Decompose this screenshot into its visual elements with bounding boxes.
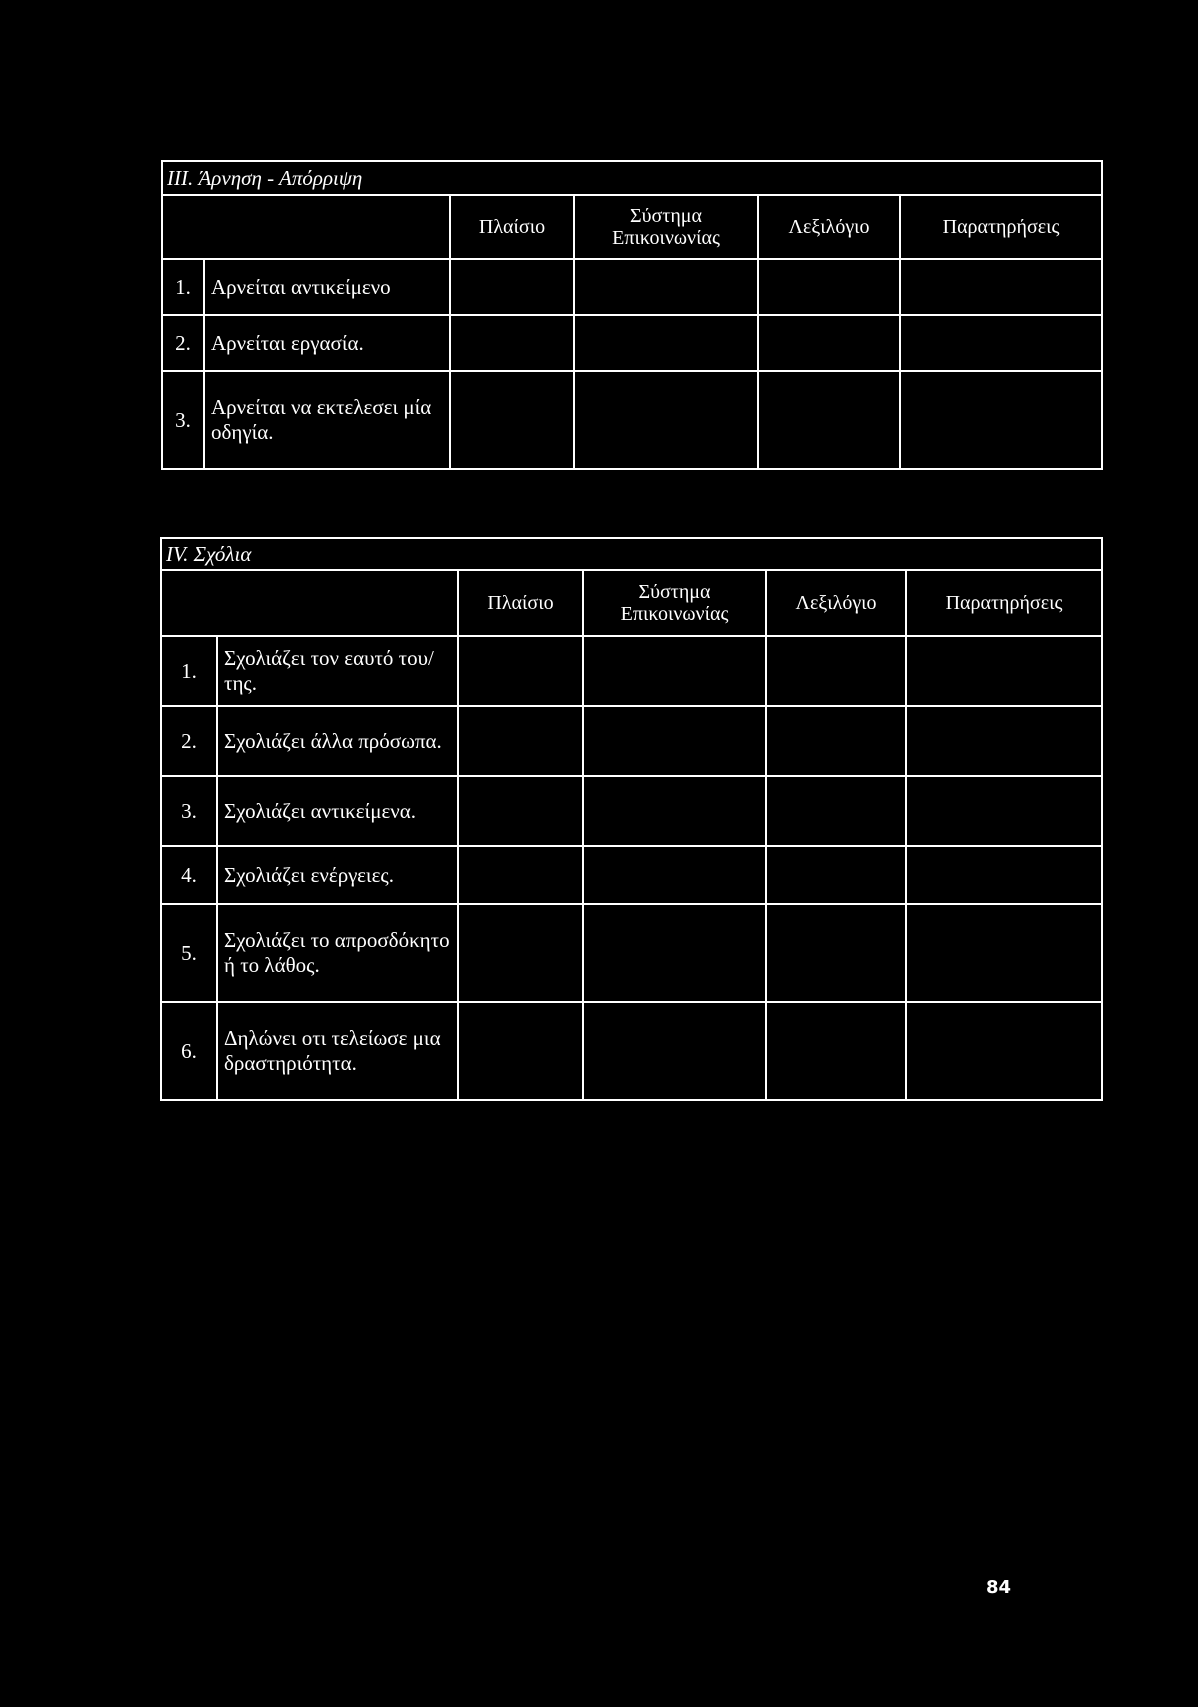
column-header-remarks: Παρατηρήσεις: [906, 570, 1102, 636]
cell-remarks[interactable]: [900, 371, 1102, 469]
header-blank-cell: [161, 570, 458, 636]
cell-vocabulary[interactable]: [758, 371, 900, 469]
row-label: Δηλώνει οτι τελείωσε μια δραστηριότητα.: [217, 1002, 458, 1100]
cell-communication-system[interactable]: [583, 776, 766, 846]
row-number: 1.: [162, 259, 204, 315]
cell-vocabulary[interactable]: [766, 706, 906, 776]
cell-vocabulary[interactable]: [766, 1002, 906, 1100]
row-number: 6.: [161, 1002, 217, 1100]
cell-context[interactable]: [458, 846, 583, 904]
row-label: Σχολιάζει άλλα πρόσωπα.: [217, 706, 458, 776]
cell-remarks[interactable]: [906, 846, 1102, 904]
column-header-communication-system: Σύστημα Επικοινωνίας: [583, 570, 766, 636]
column-header-remarks: Παρατηρήσεις: [900, 195, 1102, 259]
cell-vocabulary[interactable]: [758, 259, 900, 315]
cell-communication-system[interactable]: [574, 315, 758, 371]
cell-communication-system[interactable]: [583, 846, 766, 904]
table-row: [161, 776, 1102, 846]
row-number: 4.: [161, 846, 217, 904]
cell-context[interactable]: [458, 706, 583, 776]
row-label: Σχολιάζει ενέργειες.: [217, 846, 458, 904]
row-number: 3.: [162, 371, 204, 469]
cell-remarks[interactable]: [900, 259, 1102, 315]
cell-communication-system[interactable]: [574, 371, 758, 469]
cell-communication-system[interactable]: [583, 904, 766, 1002]
cell-vocabulary[interactable]: [766, 904, 906, 1002]
table-row: [162, 371, 1102, 469]
cell-vocabulary[interactable]: [766, 636, 906, 706]
row-label: Αρνείται να εκτελεσει μία οδηγία.: [204, 371, 450, 469]
cell-communication-system[interactable]: [583, 636, 766, 706]
row-number: 3.: [161, 776, 217, 846]
column-header-context: Πλαίσιο: [450, 195, 574, 259]
table-row: [162, 315, 1102, 371]
cell-context[interactable]: [458, 1002, 583, 1100]
row-label: Σχολιάζει αντικείμενα.: [217, 776, 458, 846]
cell-context[interactable]: [450, 315, 574, 371]
cell-context[interactable]: [450, 371, 574, 469]
column-header-context: Πλαίσιο: [458, 570, 583, 636]
section-title: IV. Σχόλια: [161, 538, 1102, 570]
section-title: III. Άρνηση - Απόρριψη: [162, 161, 1102, 195]
row-label: Σχολιάζει τον εαυτό του/της.: [217, 636, 458, 706]
cell-context[interactable]: [458, 904, 583, 1002]
table-row: [161, 1002, 1102, 1100]
cell-vocabulary[interactable]: [766, 776, 906, 846]
cell-remarks[interactable]: [906, 706, 1102, 776]
row-label: Αρνείται εργασία.: [204, 315, 450, 371]
table-row: [161, 904, 1102, 1002]
cell-communication-system[interactable]: [583, 1002, 766, 1100]
cell-vocabulary[interactable]: [758, 315, 900, 371]
table-row: [161, 636, 1102, 706]
cell-vocabulary[interactable]: [766, 846, 906, 904]
cell-context[interactable]: [450, 259, 574, 315]
cell-communication-system[interactable]: [583, 706, 766, 776]
cell-remarks[interactable]: [900, 315, 1102, 371]
cell-context[interactable]: [458, 636, 583, 706]
table-row: [161, 846, 1102, 904]
table-refusal: [161, 160, 1103, 470]
cell-communication-system[interactable]: [574, 259, 758, 315]
row-number: 2.: [161, 706, 217, 776]
table-row: [162, 259, 1102, 315]
column-header-vocabulary: Λεξιλόγιο: [766, 570, 906, 636]
page-number: 84: [986, 1577, 1012, 1598]
cell-remarks[interactable]: [906, 904, 1102, 1002]
cell-remarks[interactable]: [906, 776, 1102, 846]
row-number: 2.: [162, 315, 204, 371]
column-header-vocabulary: Λεξιλόγιο: [758, 195, 900, 259]
cell-remarks[interactable]: [906, 636, 1102, 706]
row-number: 5.: [161, 904, 217, 1002]
row-label: Σχολιάζει το απροσδόκητο ή το λάθος.: [217, 904, 458, 1002]
cell-remarks[interactable]: [906, 1002, 1102, 1100]
table-row: [161, 706, 1102, 776]
row-number: 1.: [161, 636, 217, 706]
header-blank-cell: [162, 195, 450, 259]
table-comments: [160, 537, 1103, 1101]
cell-context[interactable]: [458, 776, 583, 846]
row-label: Αρνείται αντικείμενο: [204, 259, 450, 315]
column-header-communication-system: Σύστημα Επικοινωνίας: [574, 195, 758, 259]
